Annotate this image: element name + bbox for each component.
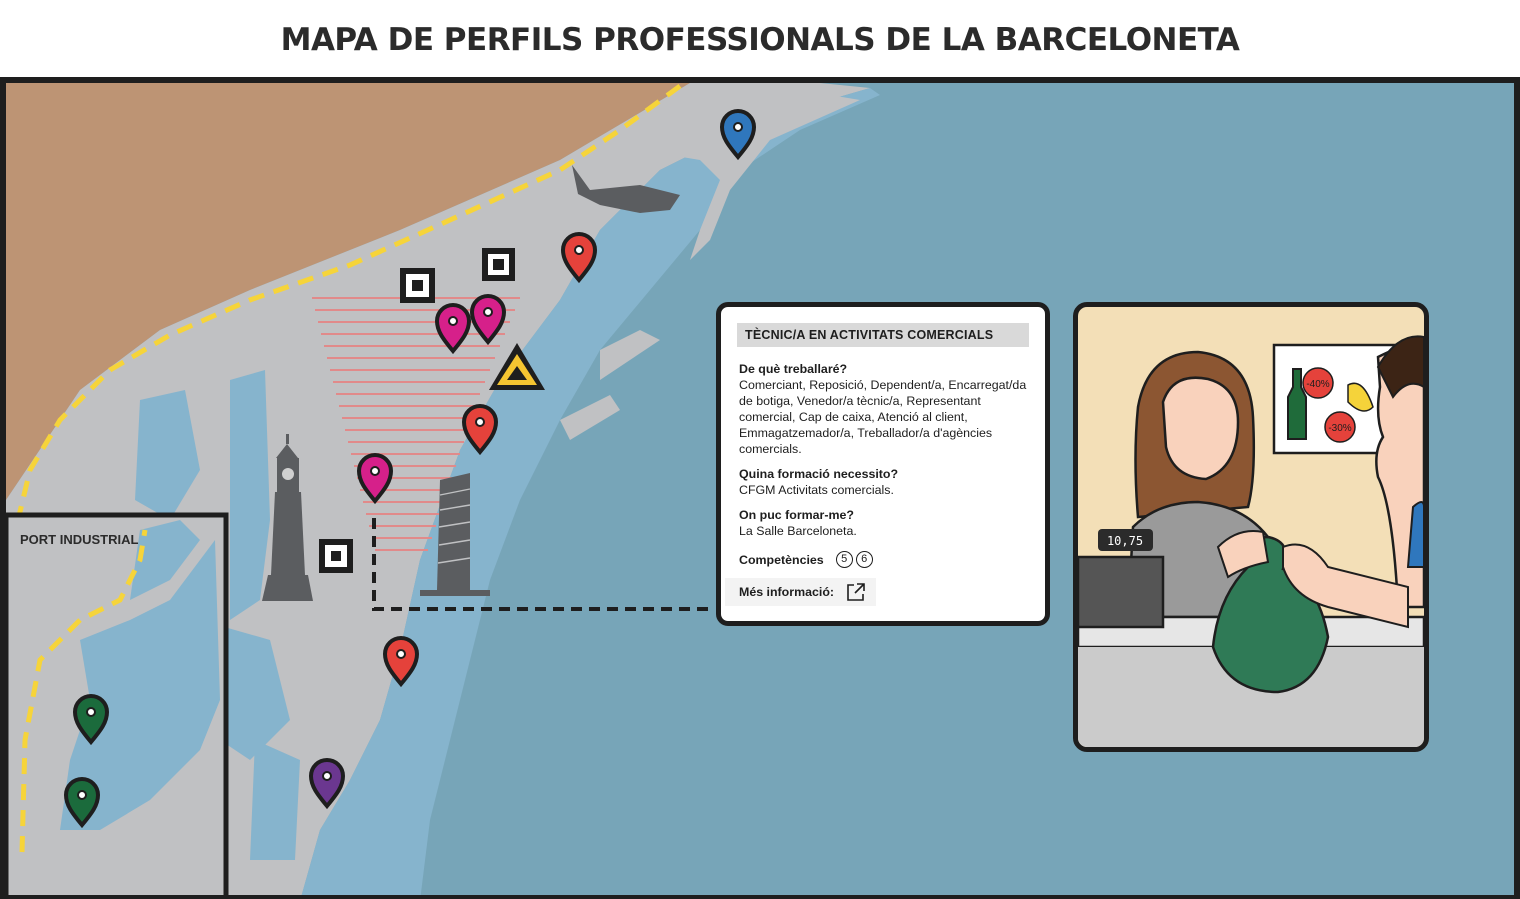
more-info-label: Més informació: [739, 585, 835, 599]
competency-badge[interactable]: 6 [856, 551, 873, 568]
more-info-link[interactable] [725, 578, 876, 606]
register-display-text: 10,75 [1106, 534, 1144, 548]
cash-register [1078, 557, 1163, 627]
external-link-icon[interactable] [846, 582, 866, 602]
competencies-row [739, 551, 1027, 568]
answer-work: Comerciant, Reposició, Dependent/a, Encarregat/da de botiga, Venedor/a tècnic/a, Representant comercial, Cap de caixa, Atenció al client, Emmagatzemador/a, Treballador/a d'agències comercials. [739, 378, 1027, 456]
question-where: On puc formar-me? [739, 508, 854, 522]
question-training: Quina formació necessito? [739, 467, 899, 481]
shop-illustration [1073, 302, 1429, 752]
competency-badge[interactable]: 5 [836, 551, 853, 568]
question-work: De què treballaré? [739, 362, 848, 376]
harbor-basin [250, 740, 300, 860]
answer-training: CFGM Activitats comercials. [739, 483, 894, 497]
competencies-label: Competències [739, 552, 824, 567]
target-square-marker [319, 539, 353, 573]
answer-where: La Salle Barceloneta. [739, 524, 857, 538]
saleswoman-face [1163, 378, 1238, 479]
discount-1-text: -40% [1306, 379, 1330, 390]
profile-info-card [716, 302, 1050, 626]
page-title: MAPA DE PERFILS PROFESSIONALS DE LA BARCELONETA [280, 22, 1240, 58]
inset-label: PORT INDUSTRIAL [20, 532, 139, 547]
card-heading: TÈCNIC/A EN ACTIVITATS COMERCIALS [737, 323, 1029, 347]
target-square-marker [400, 268, 435, 303]
target-square-marker [482, 248, 515, 281]
discount-2-text: -30% [1328, 423, 1352, 434]
